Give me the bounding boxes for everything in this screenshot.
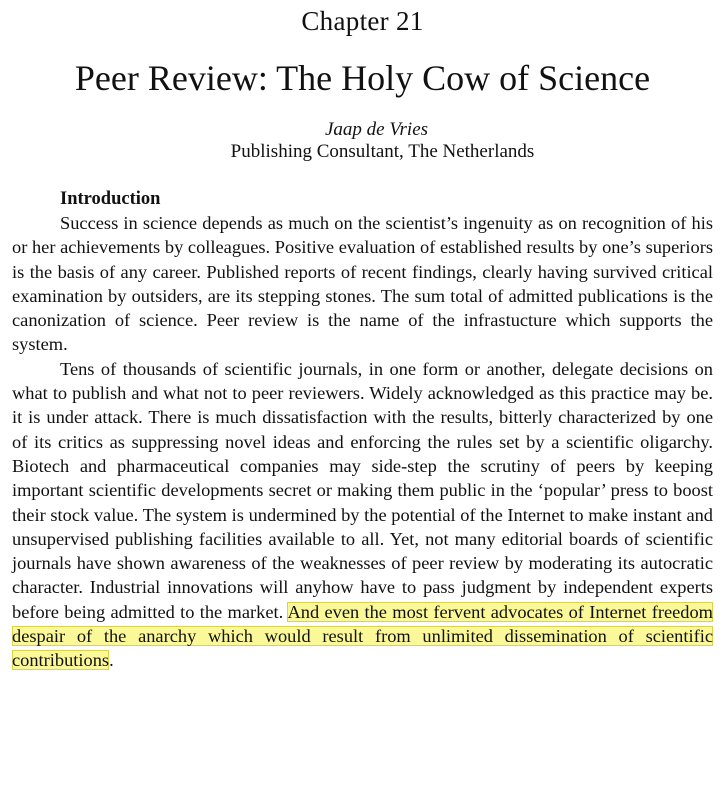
chapter-title: Peer Review: The Holy Cow of Science <box>74 58 651 98</box>
section-heading: Introduction <box>60 189 161 209</box>
paragraph-2-text: Tens of thousands of scientific journals, in one form or another, delegate decisions on what to publish and what not to peer reviewers. Widely acknowledged as this practice may be. it is under attack. There is much dissatisfaction with the results, bitterly characterized by one of its critics as suppressing novel ideas and enforcing the rules set by a scientific oligarchy. Biotech and pharmaceutical companies may side-step the scrutiny of peers by keeping important scientific developments secret or making them public in the ‘popular’ press to boost their stock value. The system is undermined by the potential of the Internet to make instant and unsupervised publishing facilities available to all. Yet, not many editorial boards of scientific journals have shown awareness of the weaknesses of peer review by moderating its autocratic character. Industrial innovations will anyhow have to pass judgment by independent experts before being admitted to the market. <box>12 358 713 622</box>
paragraph-2-period: . <box>109 650 114 671</box>
author-name: Jaap de Vries <box>324 119 429 140</box>
author-affiliation: Publishing Consultant, The Netherlands <box>230 141 535 162</box>
chapter-label: Chapter 21 <box>301 6 424 36</box>
highlighted-text[interactable]: And even the most fervent advocates of Internet freedom despair of the anarchy which would result from unlimited dissemination of scientific contributions <box>12 601 713 671</box>
paragraph-2 <box>12 357 713 673</box>
paragraph-1: Success in science depends as much on the scientist’s ingenuity as on recognition of his or her achievements by colleagues. Positive evaluation of established results by one’s superiors is the basis of any career. Published reports of recent findings, clearly having survived critical examination by outsiders, are its stepping stones. The sum total of admitted publications is the canonization of science. Peer review is the name of the infrastucture which supports the system. <box>12 213 713 355</box>
